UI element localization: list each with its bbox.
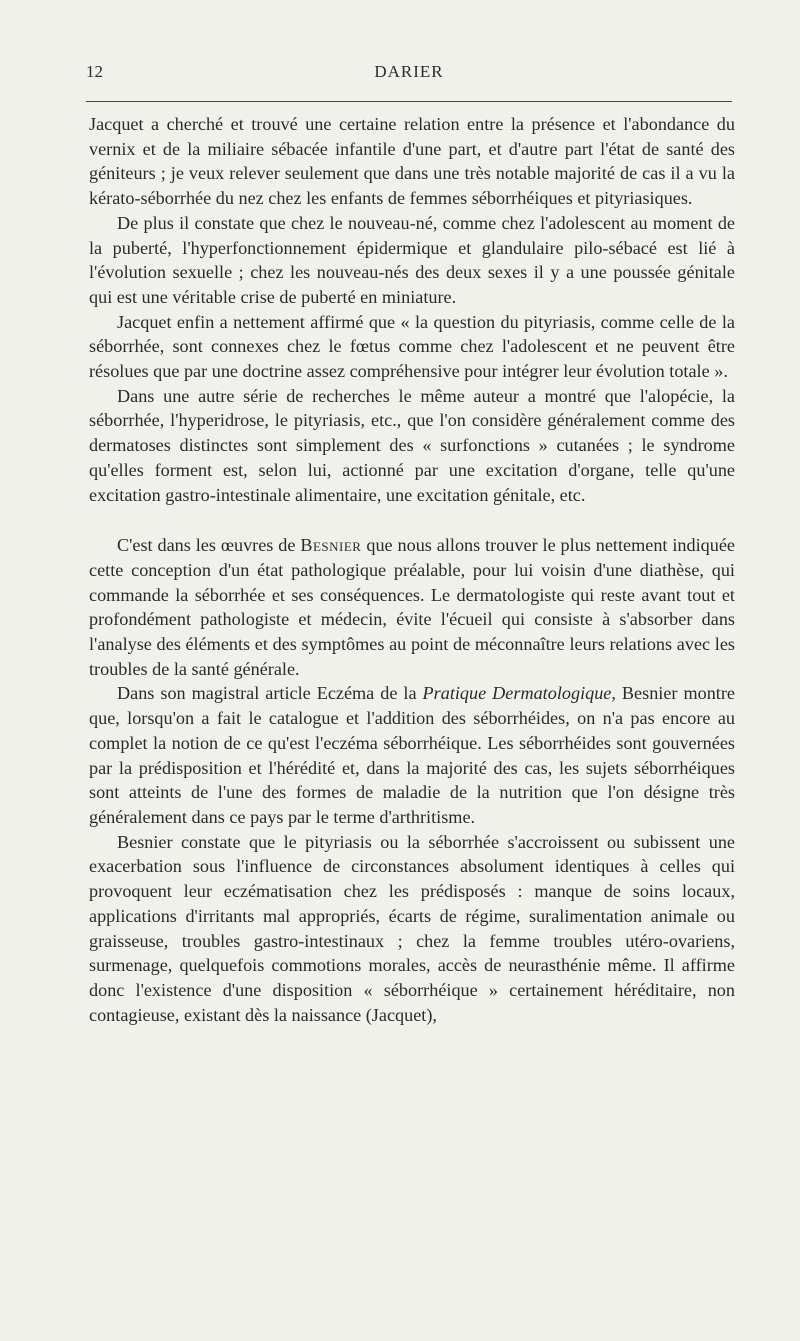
page-number: 12 bbox=[86, 62, 103, 81]
running-head: DARIER bbox=[374, 62, 444, 81]
eczema-text-before: Dans son magistral article Eczéma de la bbox=[117, 683, 423, 704]
body-text bbox=[89, 112, 735, 1027]
header-rule bbox=[86, 101, 732, 102]
besnier-name: Besnier bbox=[300, 535, 362, 556]
work-title: Pratique Dermatologique, bbox=[422, 683, 616, 704]
paragraph-surfonctions: Dans une autre série de recherches le même auteur a montré que l'alopécie, la séborrhée, l'hyperidrose, le pityriasis, etc., que l'on considère généralement comme des dermatoses distinctes sont simplement des « surfonctions » cutanées ; le syndrome qu'elles forment est, selon lui, actionné par une excitation d'organe, telle qu'une excitation gastro-intestinale alimentaire, une excitation génitale, etc. bbox=[89, 385, 735, 505]
page-header bbox=[86, 62, 732, 88]
paragraph-eczema bbox=[89, 681, 735, 829]
besnier-text-after: que nous allons trouver le plus nettement indiquée cette conception d'un état pathologique préalable, pour lui voisin d'une diathèse, qui commande la séborrhée et ses conséquences. Le dermatologiste qui reste avant tout et profondément pathologiste et médecin, évite l'écueil qui consiste à s'absorber dans l'analyse des éléments et des symptômes au point de méconnaître leurs relations avec les troubles de la santé générale. bbox=[89, 535, 735, 679]
paragraph-besnier-constate: Besnier constate que le pityriasis ou la séborrhée s'accroissent ou subissent une exacerbation sous l'influence de circonstances absolument identiques à celles qui provoquent leur eczématisation chez les prédisposés : manque de soins locaux, applications d'irritants mal appropriés, écarts de régime, suralimentation animale ou graisseuse, troubles gastro-intestinaux ; chez la femme troubles utéro-ovariens, surmenage, quelquefois commotions morales, accès de neurasthénie même. Il affirme donc l'existence d'une disposition « séborrhéique » certainement héréditaire, non contagieuse, existant dès la naissance (Jacquet), bbox=[89, 831, 735, 1025]
paragraph-jacquet-vernix: Jacquet a cherché et trouvé une certaine relation entre la présence et l'abondance du vernix et de la miliaire sébacée infantile d'une part, et d'autre part l'état de santé des géniteurs ; je veux relever seulement que dans une très notable majorité de cas il a vu la kérato-séborrhée du nez chez les enfants de femmes séborrhéiques et pityriasiques. bbox=[89, 114, 735, 209]
paragraph-besnier bbox=[89, 533, 735, 681]
besnier-text-before: C'est dans les œuvres de bbox=[117, 535, 301, 556]
eczema-text-after: Besnier montre que, lorsqu'on a fait le catalogue et l'addition des séborrhéides, on n'a pas encore au complet la notion de ce qu'est l'eczéma séborrhéique. Les séborrhéides sont gouvernées par la prédisposition et l'hérédité et, dans la majorité des cas, les sujets séborrhéiques sont atteints de l'une des formes de maladie de la nutrition que l'on désigne très généralement dans ce pays par le terme d'arthritisme. bbox=[89, 683, 735, 827]
paragraph-pityriasis-question: Jacquet enfin a nettement affirmé que « la question du pityriasis, comme celle de la séborrhée, sont connexes chez le fœtus comme chez l'adolescent et ne peuvent être résolues que par une doctrine assez compréhensive pour intégrer leur évolution totale ». bbox=[89, 311, 735, 382]
paragraph-puberte: De plus il constate que chez le nouveau-né, comme chez l'adolescent au moment de la puberté, l'hyperfonctionnement épidermique et glandulaire pilo-sébacé est lié à l'évolution sexuelle ; chez les nouveau-nés des deux sexes il y a une poussée génitale qui est une véritable crise de puberté en miniature. bbox=[89, 212, 735, 307]
